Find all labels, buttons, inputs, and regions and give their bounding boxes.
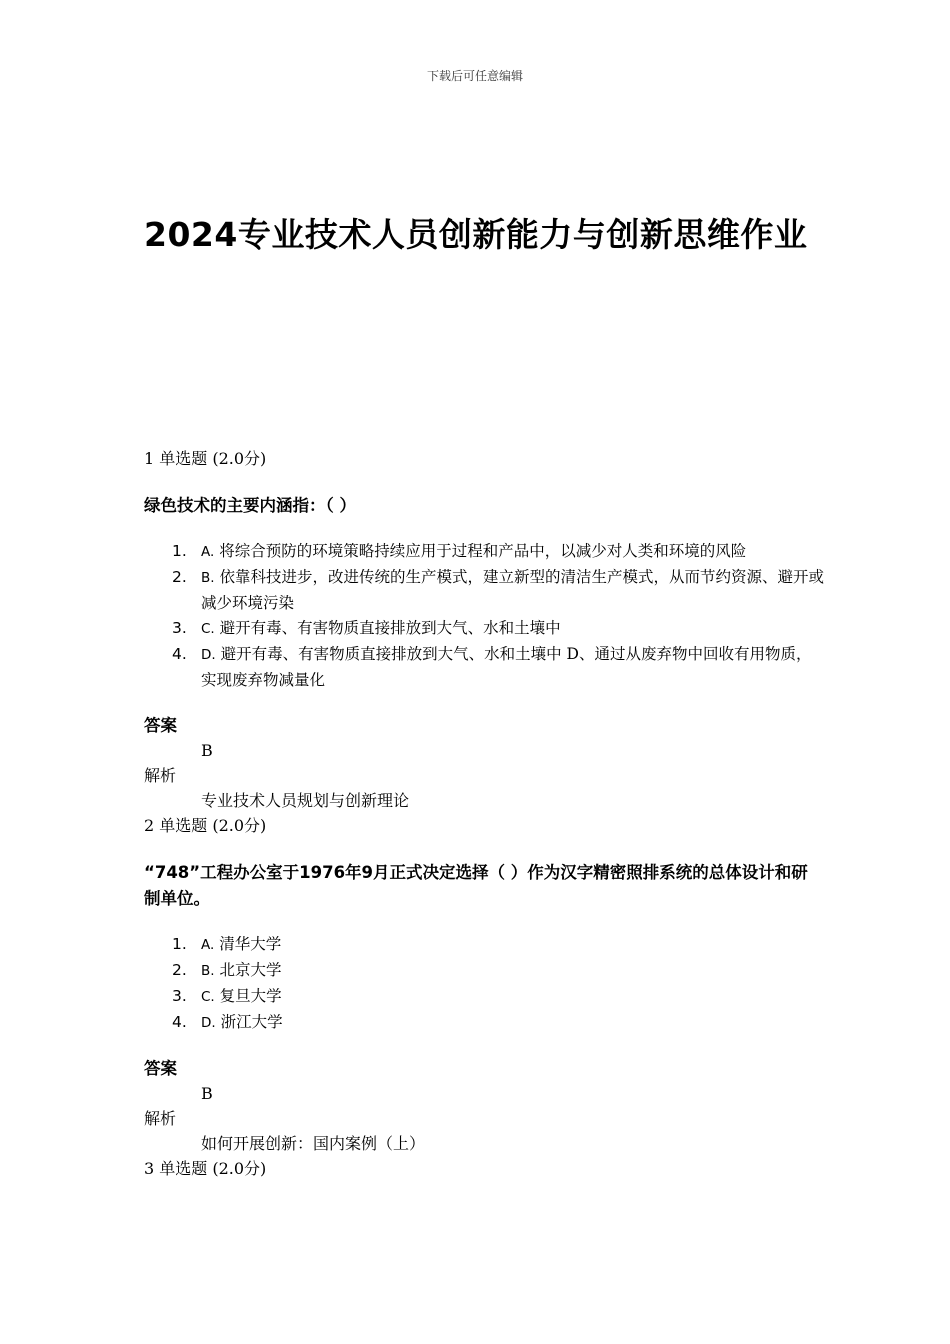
document-title: 2024专业技术人员创新能力与创新思维作业 [144,215,808,254]
question-3 [144,1156,824,1181]
option-c [144,616,824,642]
question-stem: 绿色技术的主要内涵指：（ ） [144,496,356,515]
option-letter: A. [201,544,215,560]
analysis-label: 解析 [144,1109,177,1128]
option-text: 依靠科技进步，改进传统的生产模式，建立新型的清洁生产模式，从而节约资源、避开或减少环境污染 [201,568,825,612]
question-1 [144,446,824,813]
option-d [144,1010,824,1036]
answer-label: 答案 [144,1059,177,1078]
analysis-value: 如何开展创新：国内案例（上） [201,1134,426,1153]
option-letter: D. [201,1015,216,1031]
option-letter: B. [201,963,215,979]
option-b [144,565,824,616]
question-2 [144,813,824,1156]
analysis-label: 解析 [144,766,177,785]
question-meta: 2 单选题 (2.0分) [144,816,267,835]
option-letter: D. [201,647,216,663]
option-number: 3. [172,987,187,1005]
option-a [144,932,824,958]
question-meta: 3 单选题 (2.0分) [144,1159,267,1178]
option-a [144,539,824,565]
option-number: 2. [172,961,187,979]
option-text: 复旦大学 [219,987,282,1005]
option-number: 1. [172,935,187,953]
option-b [144,958,824,984]
option-text: 避开有毒、有害物质直接排放到大气、水和土壤中 D、通过从废弃物中回收有用物质，实现废弃物减量化 [201,645,812,689]
option-number: 4. [172,645,187,663]
option-number: 1. [172,542,187,560]
option-list [144,539,824,693]
answer-value: B [201,1084,213,1103]
option-text: 清华大学 [219,935,282,953]
answer-label: 答案 [144,716,177,735]
question-stem: “748”工程办公室于1976年9月正式决定选择（ ）作为汉字精密照排系统的总体设计和研制单位。 [144,863,808,908]
question-list [144,446,824,1181]
analysis-value: 专业技术人员规划与创新理论 [201,791,410,810]
option-letter: C. [201,989,215,1005]
option-text: 浙江大学 [220,1013,283,1031]
header-note: 下载后可任意编辑 [426,69,523,83]
option-letter: A. [201,937,215,953]
option-text: 避开有毒、有害物质直接排放到大气、水和土壤中 [219,619,561,637]
option-number: 3. [172,619,187,637]
option-c [144,984,824,1010]
option-text: 将综合预防的环境策略持续应用于过程和产品中，以减少对人类和环境的风险 [219,542,747,560]
option-number: 2. [172,568,187,586]
option-d [144,642,824,693]
question-meta: 1 单选题 (2.0分) [144,449,267,468]
answer-value: B [201,741,213,760]
option-letter: B. [201,570,215,586]
option-letter: C. [201,621,215,637]
option-number: 4. [172,1013,187,1031]
option-list [144,932,824,1036]
option-text: 北京大学 [219,961,282,979]
